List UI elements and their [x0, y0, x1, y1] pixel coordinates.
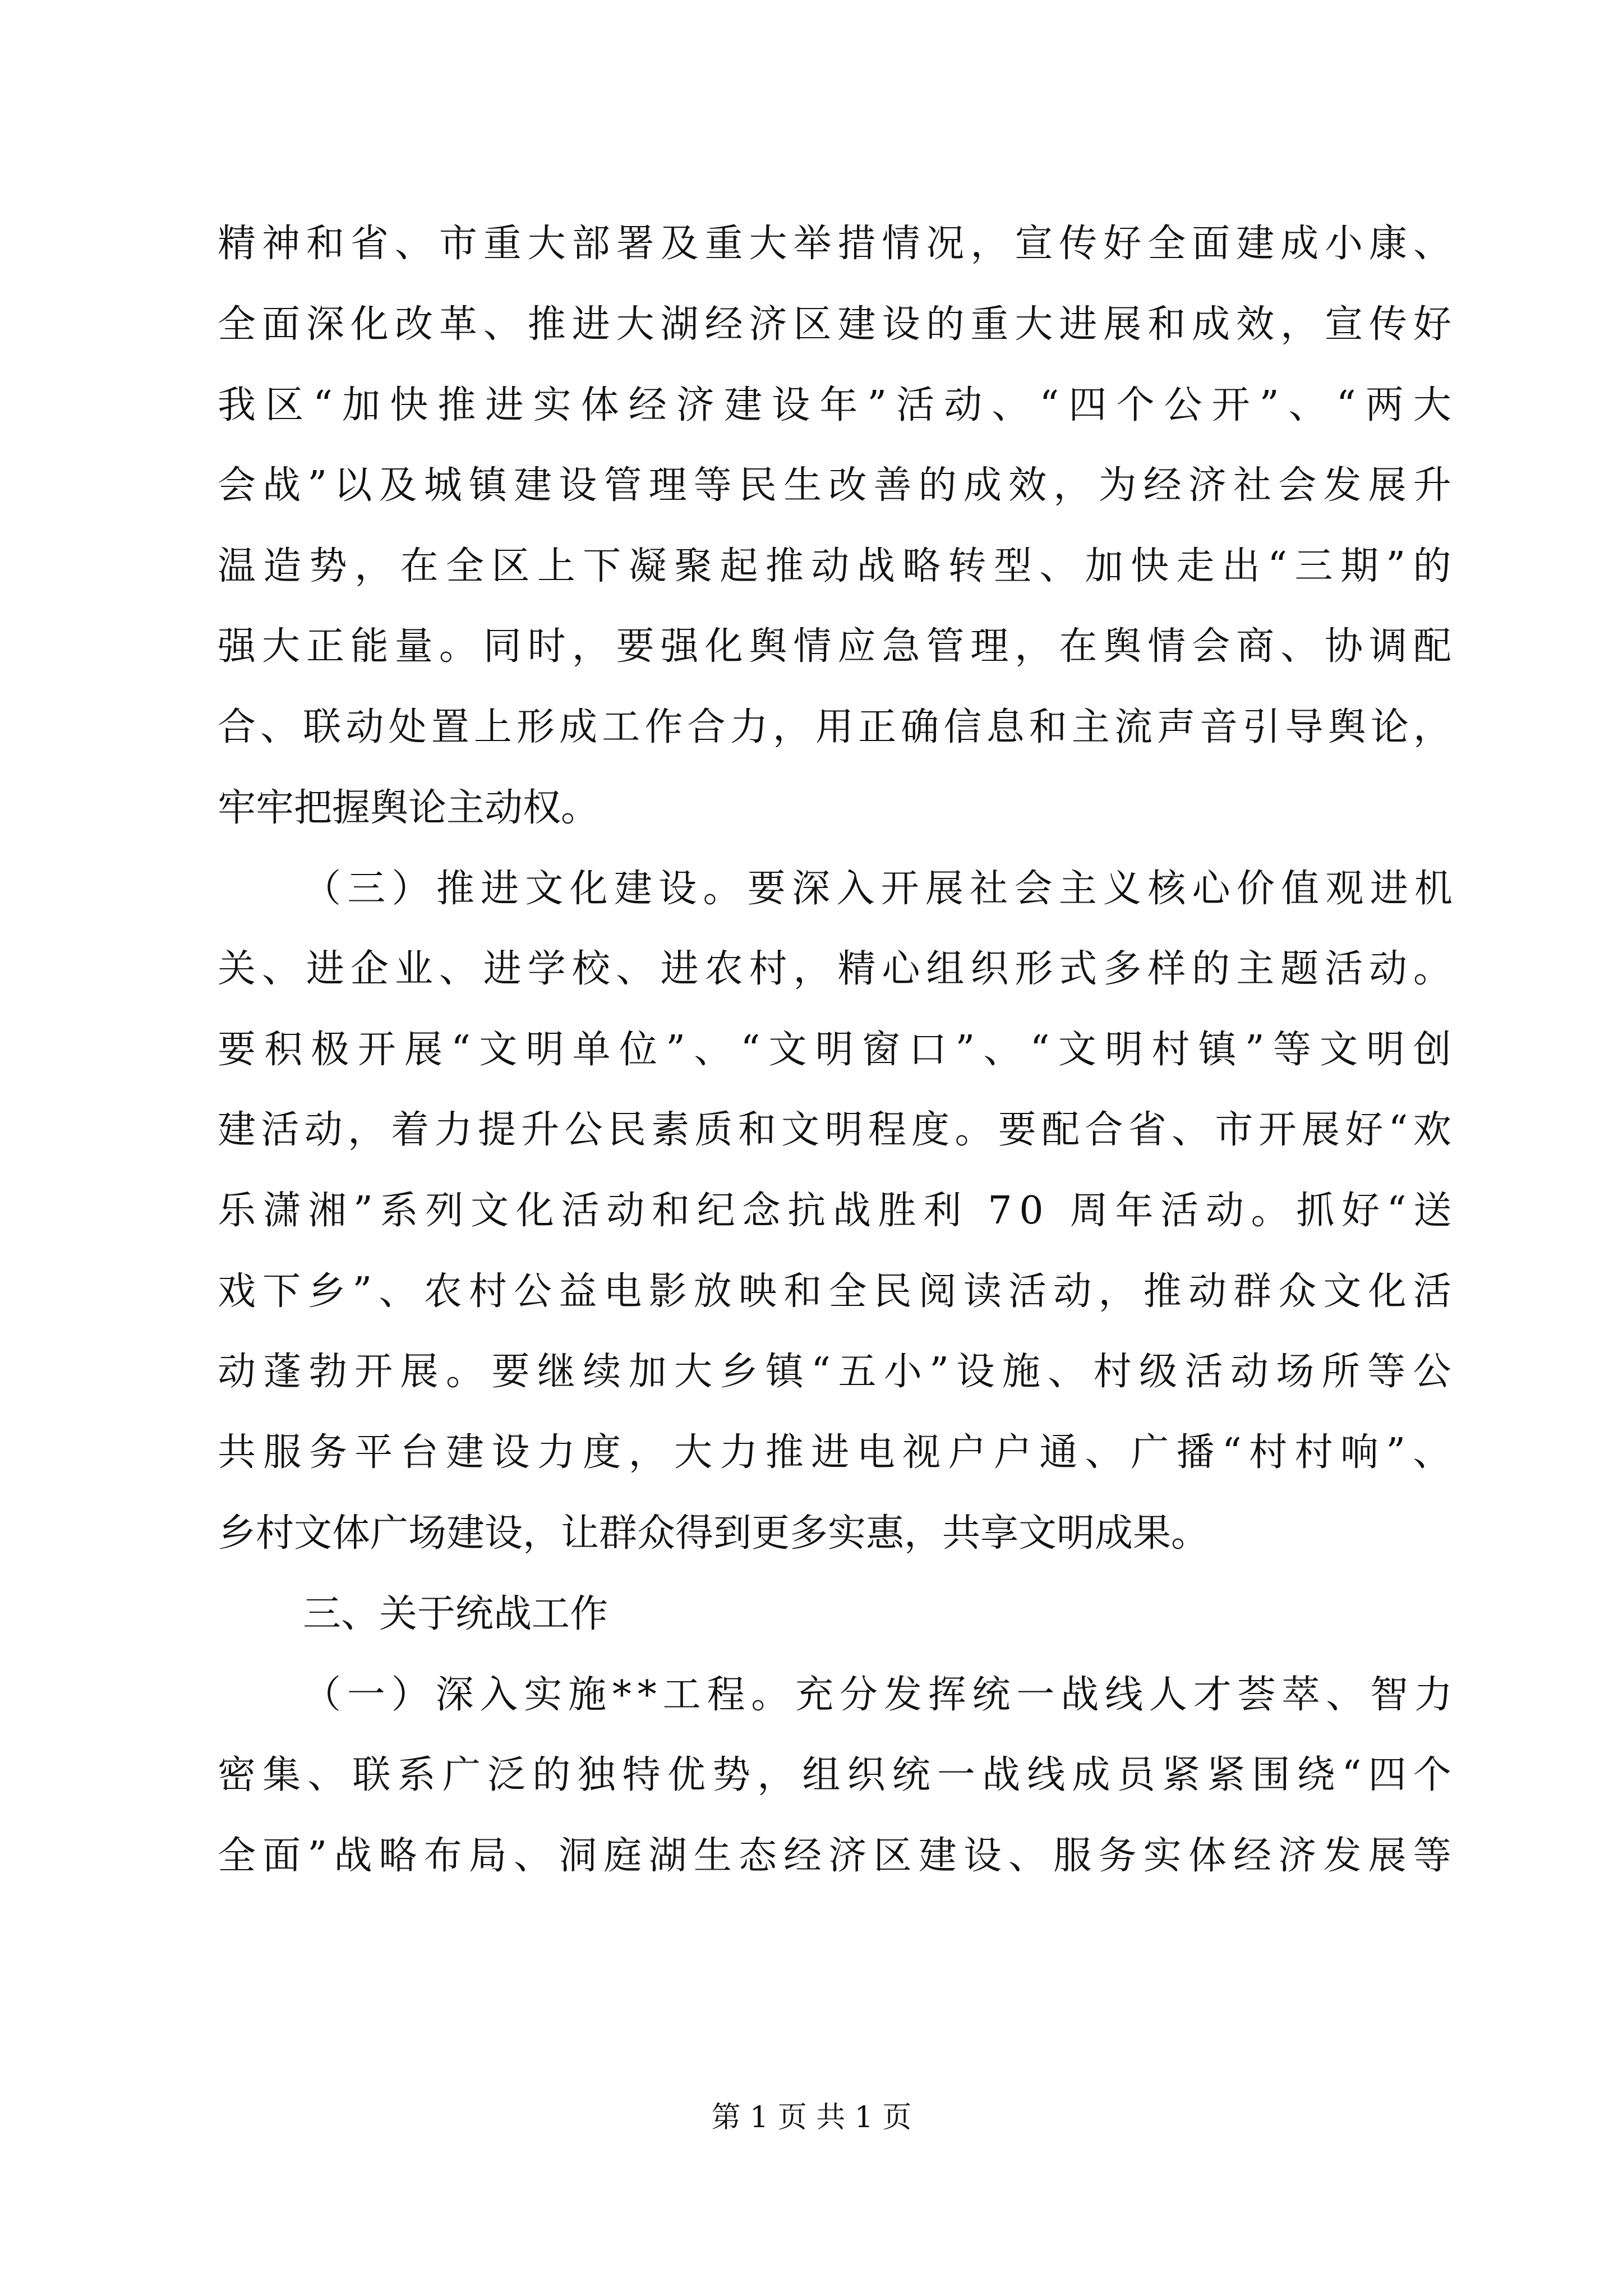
text-line: 密集、联系广泛的独特优势，组织统一战线成员紧紧围绕“四个: [218, 1753, 1458, 1797]
text-line: 牢牢把握舆论主动权。: [218, 786, 600, 830]
section-heading: 三、关于统战工作: [303, 1592, 608, 1636]
page-footer: 第 1 页 共 1 页: [711, 2101, 912, 2134]
text-line: 温造势，在全区上下凝聚起推动战略转型、加快走出“三期”的: [218, 544, 1459, 588]
text-line: 动蓬勃开展。要继续加大乡镇“五小”设施、村级活动场所等公: [218, 1350, 1459, 1394]
text-line: 全面深化改革、推进大湖经济区建设的重大进展和成效，宣传好: [218, 302, 1458, 347]
text-line: 乡村文体广场建设，让群众得到更多实惠，共享文明成果。: [218, 1511, 1210, 1556]
text-line: （一）深入实施**工程。充分发挥统一战线人才荟萃、智力: [303, 1673, 1459, 1717]
text-line: 全面”战略布局、洞庭湖生态经济区建设、服务实体经济发展等: [218, 1834, 1458, 1878]
text-line: （三）推进文化建设。要深入开展社会主义核心价值观进机: [303, 867, 1459, 911]
text-line: 精神和省、市重大部署及重大举措情况，宣传好全面建成小康、: [218, 222, 1458, 266]
text-line: 要积极开展“文明单位”、“文明窗口”、“文明村镇”等文明创: [218, 1028, 1460, 1072]
text-line: 合、联动处置上形成工作合力，用正确信息和主流声音引导舆论，: [218, 705, 1456, 749]
text-line: 建活动，着力提升公民素质和文明程度。要配合省、市开展好“欢: [218, 1108, 1457, 1152]
text-line: 会战”以及城镇建设管理等民生改善的成效，为经济社会发展升: [218, 463, 1458, 508]
text-line: 强大正能量。同时，要强化舆情应急管理，在舆情会商、协调配: [218, 624, 1458, 669]
text-line: 乐潇湘”系列文化活动和纪念抗战胜利 70 周年活动。抓好“送: [218, 1189, 1459, 1233]
text-line: 我区“加快推进实体经济建设年”活动、“四个公开”、“两大: [218, 383, 1461, 427]
text-line: 共服务平台建设力度，大力推进电视户户通、广播“村村响”、: [218, 1430, 1459, 1475]
text-line: 关、进企业、进学校、进农村，精心组织形式多样的主题活动。: [218, 947, 1458, 991]
text-line: 戏下乡”、农村公益电影放映和全民阅读活动，推动群众文化活: [218, 1269, 1458, 1314]
